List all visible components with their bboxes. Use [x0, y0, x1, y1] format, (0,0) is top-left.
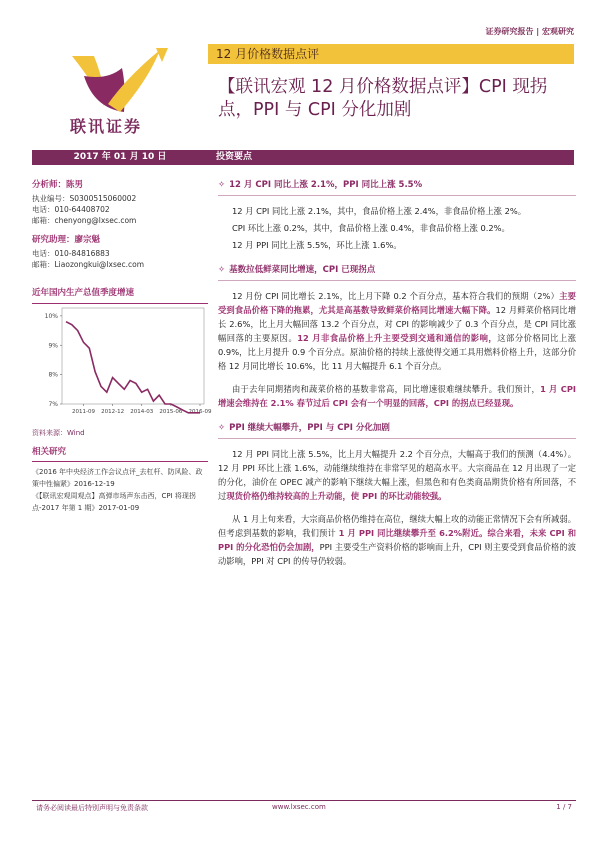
logo-text: 联讯证券 — [70, 117, 143, 136]
section-divider — [218, 280, 576, 281]
x-tick-label: 2014-03 — [130, 409, 154, 415]
diamond-bullet-icon: ✧ — [218, 180, 226, 190]
y-tick-label: 8% — [48, 371, 58, 379]
report-type-banner: 12 月价格数据点评 — [208, 44, 574, 64]
section-title-text: 基数拉低鲜菜同比增速，CPI 已现拐点 — [229, 265, 376, 275]
report-date: 2017 年 01 月 10 日 — [32, 150, 208, 165]
y-tick-label: 7% — [48, 401, 58, 408]
x-tick-label: 2011-09 — [71, 409, 95, 415]
diamond-bullet-icon: ✧ — [218, 265, 226, 275]
analyst-phone: 电话：010-64408702 — [32, 205, 110, 214]
plot-frame — [62, 308, 204, 404]
analyst-block — [32, 180, 208, 226]
chart-title: 近年国内生产总值季度增速 — [32, 288, 135, 298]
assistant-phone: 电话：010-84816883 — [32, 249, 110, 258]
highlighted-text: 现货价格仍维持较高的上升动能，使 PPI 的环比动能较强。 — [226, 491, 447, 501]
analyst-title: 分析师：陈男 — [32, 180, 84, 190]
section-title — [218, 263, 576, 277]
section-divider — [218, 195, 576, 196]
x-tick-label: 2015-06 — [159, 409, 183, 415]
website-link[interactable]: www.lxsec.com — [272, 803, 326, 811]
gdp-growth-line — [66, 322, 200, 413]
y-tick-label: 10% — [44, 312, 58, 320]
page-number: 1 / 7 — [556, 803, 572, 811]
section-gap — [218, 571, 576, 579]
body-text: 这部分价格同比上涨 0.9%，比上月提升 0.9 个百分点。原油价格的持续上涨使得交通工具用燃料价格上升，这部分价格 12 月同比增长 10.6%，比 11 月大幅提升 6.1 个百分点。 — [218, 333, 576, 371]
section-gap — [218, 413, 576, 421]
investment-points-heading: 投资要点 — [208, 150, 574, 165]
body-text: 12 月 PPI 同比上涨 5.5%，比上月大幅提升 2.2 个百分点，大幅高于我们的预测（4.4%）。12 月 PPI 环比上涨 1.6%，动能继续维持在非常罕见的超高水平。大宗商品在 12 月出现了一定的分化，油价在 OPEC 减产的影响下继续大幅上涨，但黑色和有色类商品期货价格有所回落，不过 — [218, 449, 576, 501]
body-text: PPI 主要受生产资料价格的影响而上升，CPI 则主要受到食品价格的波动影响，PPI 对 CPI 的传导仍较弱。 — [218, 542, 576, 566]
y-tick-label: 9% — [48, 342, 58, 350]
body-text: 12 月 PPI 同比上涨 5.5%，环比上涨 1.6%。 — [232, 240, 402, 250]
paragraph — [218, 289, 576, 373]
analyst-email[interactable]: 邮箱：chenyong@lxsec.com — [32, 216, 137, 225]
related-title: 相关研究 — [32, 446, 208, 462]
section-divider — [218, 438, 576, 439]
gdp-line-chart — [32, 304, 212, 422]
body-text: 由于去年同期猪肉和蔬菜价格的基数非常高，同比增速很难继续攀升。我们预计， — [232, 384, 541, 394]
highlighted-text: 12 月非食品价格上升主要受到交通和通信的影响， — [297, 333, 498, 343]
analyst-id: 执业编号：S0300515060002 — [32, 194, 137, 203]
paragraph — [218, 382, 576, 410]
assistant-block — [32, 235, 208, 270]
body-text: CPI 环比上涨 0.2%，其中，食品价格上涨 0.4%，非食品价格上涨 0.2%。 — [232, 223, 510, 233]
disclaimer-note: 请务必阅读最后特别声明与免责条款 — [36, 804, 148, 812]
section-gap — [218, 255, 576, 263]
paragraph — [218, 221, 576, 235]
paragraph — [218, 204, 576, 218]
body-text: 从 1 月上旬来看，大宗商品价格仍维持在高位，继续大幅上攻的动能正常情况下会有所减弱。但考虑到基数的影响，我们预计 — [218, 514, 576, 538]
highlighted-text: 1 月 CPI 增速会维持在 2.1% 春节过后 CPI 会有一个明显的回落，CPI 的拐点已经显现。 — [218, 384, 576, 408]
body-text: 12 月份 CPI 同比增长 2.1%，比上月下降 0.2 个百分点，基本符合我们的预期（2%） — [232, 291, 560, 301]
report-headline: 【联讯宏观 12 月价格数据点评】CPI 现拐点，PPI 与 CPI 分化加剧 — [218, 77, 548, 120]
section-title — [218, 421, 576, 435]
x-tick-label: 2016-09 — [188, 409, 212, 415]
gdp-chart — [32, 286, 212, 437]
highlighted-text: 主要受到食品价格下降的拖累，尤其是高基数导致鲜菜价格同比增速大幅下降。 — [218, 291, 576, 315]
related-research — [32, 446, 208, 514]
related-item[interactable]: 《2016 年中央经济工作会议点评_去杠杆、防风险、政策中性偏紧》2016-12-19 — [32, 468, 203, 488]
company-logo — [64, 46, 194, 146]
assistant-email[interactable]: 邮箱：Liaozongkui@lxsec.com — [32, 260, 145, 269]
highlighted-text: 1 月 PPI 同比继续攀升至 6.2%附近。综合来看，未来 CPI 和 PPI 的分化恐怕仍会加剧， — [218, 528, 577, 552]
chart-source: 资料来源：Wind — [32, 429, 85, 437]
report-category-tag: 证券研究报告 | 宏观研究 — [485, 27, 574, 36]
x-tick-label: 2012-12 — [101, 409, 125, 415]
related-item[interactable]: 《【联讯宏观周观点】高弹市场声东击西，CPI 将现拐点-2017 年第 1 期》2017-01-09 — [32, 492, 196, 512]
section-title-text: PPI 继续大幅攀升，PPI 与 CPI 分化加剧 — [229, 423, 390, 433]
paragraph — [218, 447, 576, 503]
section-title-text: 12 月 CPI 同比上涨 2.1%，PPI 同比上涨 5.5% — [229, 180, 423, 190]
main-content — [218, 178, 576, 579]
sidebar — [32, 180, 208, 279]
body-text: 12 月 CPI 同比上涨 2.1%，其中，食品价格上涨 2.4%，非食品价格上涨 2%。 — [232, 206, 527, 216]
paragraph — [218, 512, 576, 568]
body-text: 12 月鲜菜价格同比增长 2.6%，比上月大幅回落 13.2 个百分点，对 CPI 的影响减少了 0.3 个百分点，是 CPI 同比涨幅回落的主要原因。 — [218, 305, 576, 343]
section-title — [218, 178, 576, 192]
footer-divider — [32, 800, 576, 801]
assistant-title: 研究助理：廖宗魁 — [32, 235, 101, 245]
diamond-bullet-icon: ✧ — [218, 423, 226, 433]
paragraph — [218, 238, 576, 252]
